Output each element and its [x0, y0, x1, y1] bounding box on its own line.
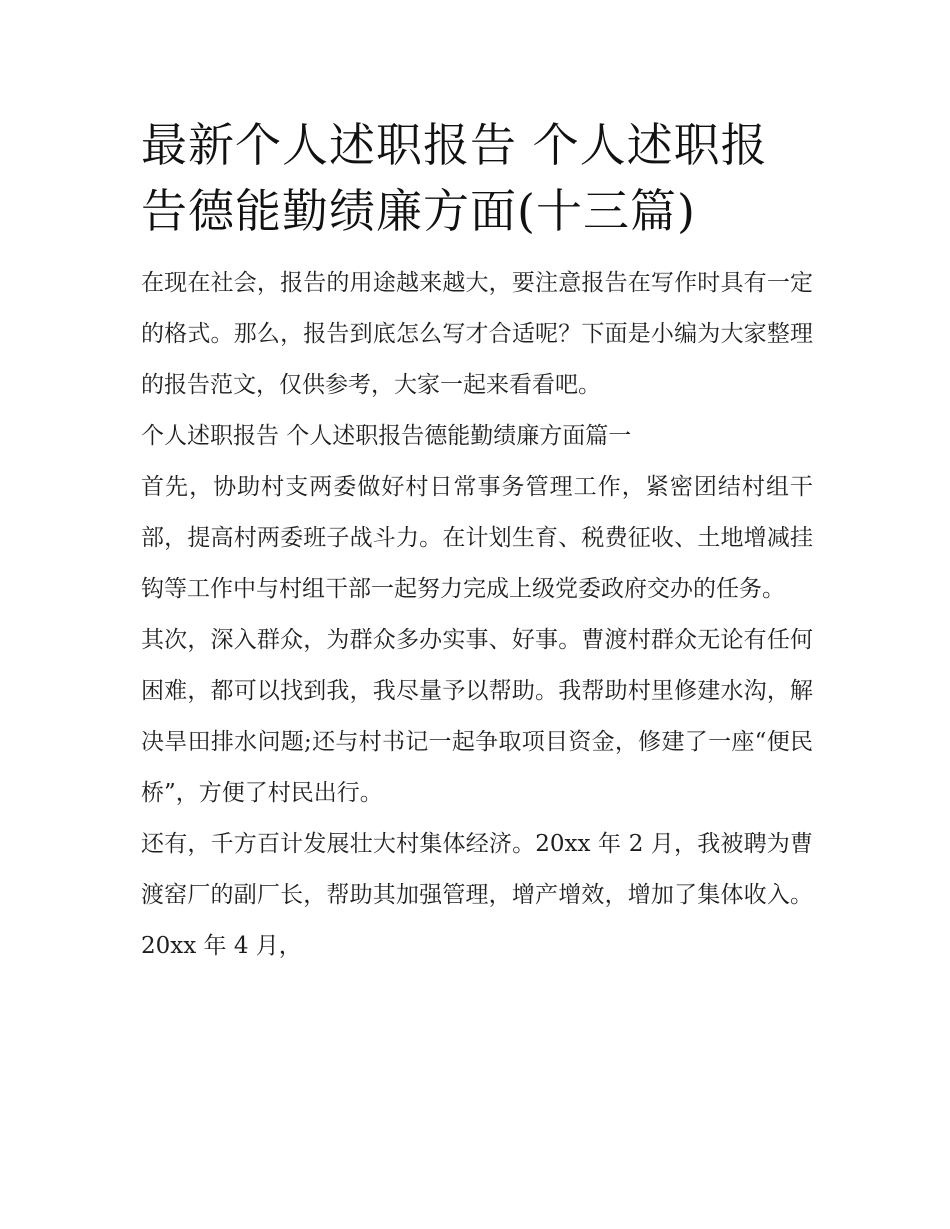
section-heading: 个人述职报告 个人述职报告德能勤绩廉方面篇一 — [141, 423, 632, 449]
body-paragraph: 其次，深入群众，为群众多办实事、好事。曹渡村群众无论有任何困难，都可以找到我，我尽量予以帮助。我帮助村里修建水沟，解决旱田排水问题;还与村书记一起争取项目资金，修建了一座“便民桥”，方便了村民出行。 — [141, 627, 813, 806]
intro-paragraph: 在现在社会，报告的用途越来越大，要注意报告在写作时具有一定的格式。那么，报告到底怎么写才合适呢？下面是小编为大家整理的报告范文，仅供参考，大家一起来看看吧。 — [141, 270, 813, 398]
document-body — [141, 112, 813, 972]
body-paragraph: 还有，千方百计发展壮大村集体经济。20xx 年 2 月，我被聘为曹渡窑厂的副厂长，帮助其加强管理，增产增效，增加了集体收入。 20xx 年 4 月， — [141, 831, 813, 959]
body-paragraph: 首先，协助村支两委做好村日常事务管理工作，紧密团结村组干部，提高村两委班子战斗力。在计划生育、税费征收、土地增减挂钩等工作中与村组干部一起努力完成上级党委政府交办的任务。 — [141, 474, 813, 602]
document-title: 最新个人述职报告 个人述职报告德能勤绩廉方面(十三篇) — [141, 118, 768, 238]
